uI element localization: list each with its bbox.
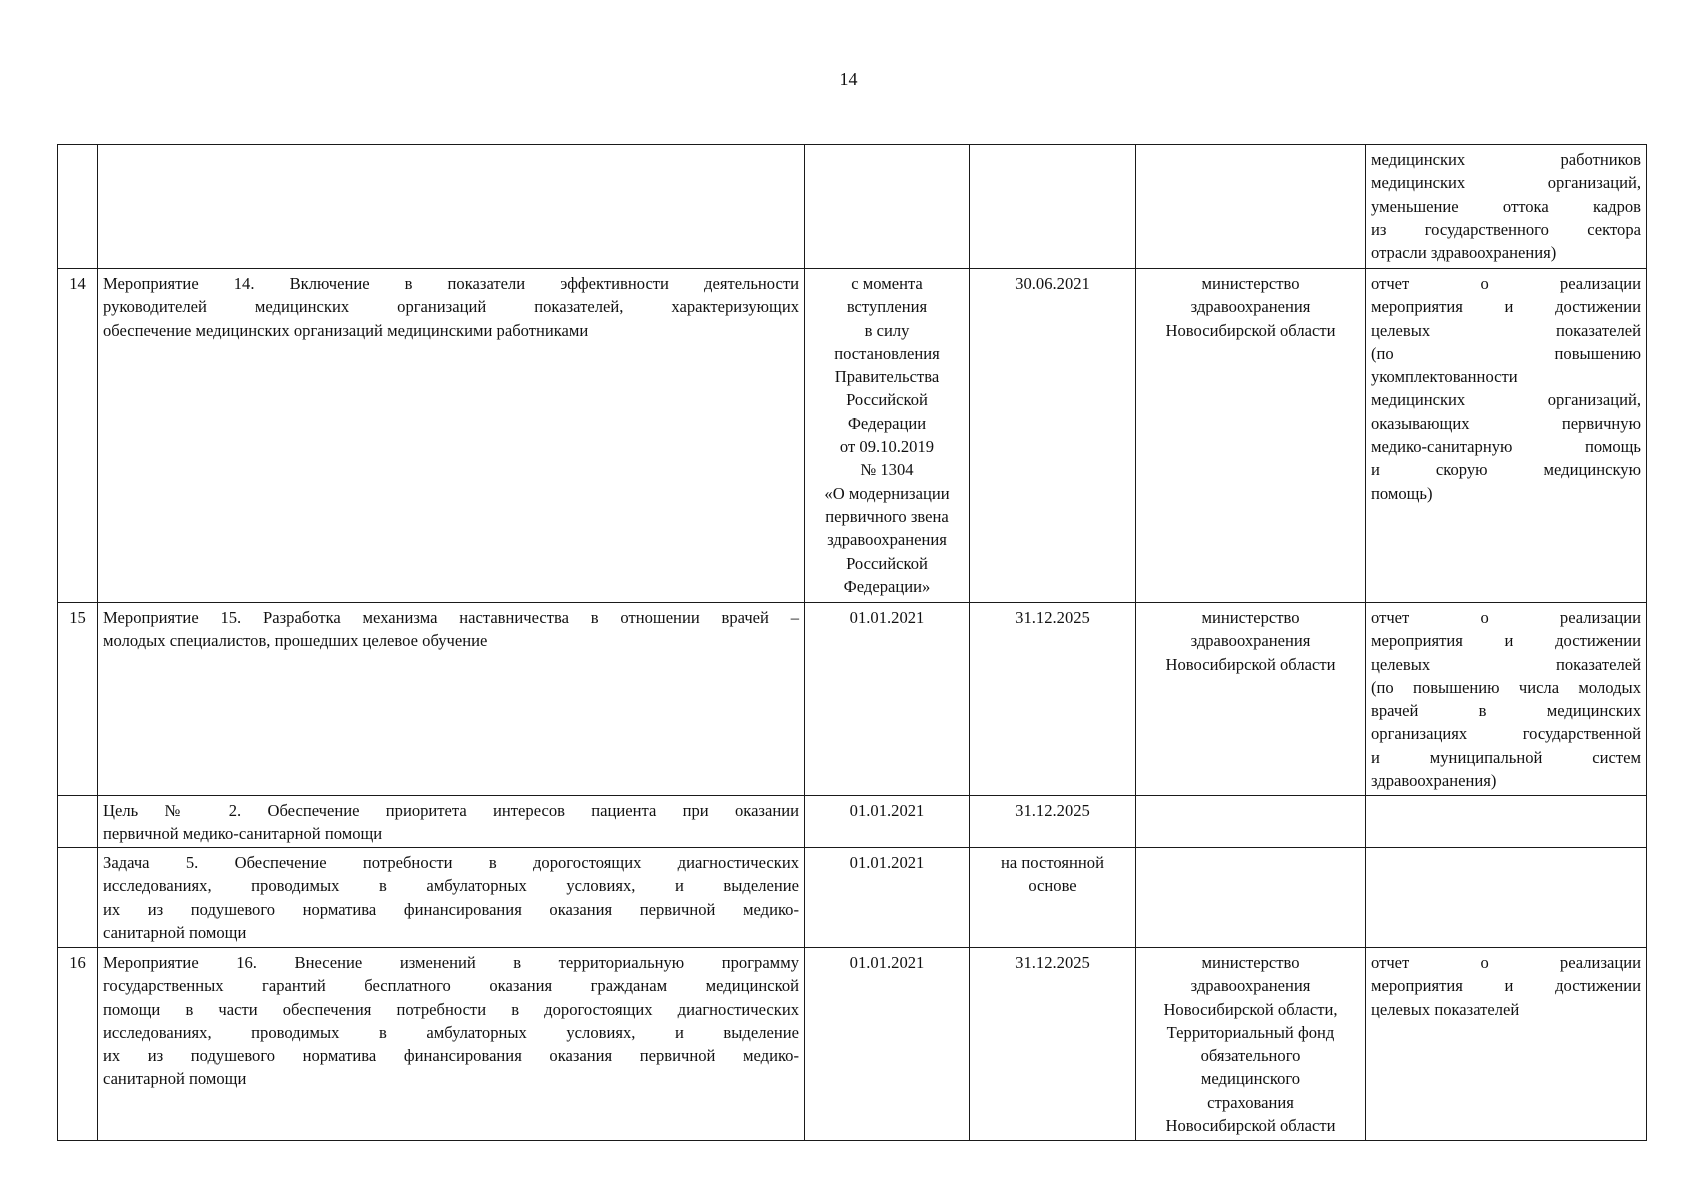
result-line: организациях государственной: [1371, 724, 1641, 744]
end-line: на постоянной: [1001, 853, 1104, 872]
table-row: [58, 948, 1647, 1141]
result-line: целевых показателей: [1371, 999, 1520, 1019]
result-line: (по повышению: [1371, 343, 1641, 363]
result-line: мероприятия и достижении: [1371, 297, 1641, 317]
result-line: оказывающих первичную: [1371, 413, 1641, 433]
end-line: основе: [1028, 876, 1077, 896]
end-line: 31.12.2025: [1015, 801, 1090, 820]
start-line: Российской: [846, 390, 928, 410]
start-line: вступления: [846, 297, 928, 317]
result-line: мероприятия и достижении: [1371, 631, 1641, 651]
executor-line: министерство: [1201, 274, 1300, 293]
result-line: мероприятия и достижении: [1371, 976, 1641, 996]
start-date-cell: [805, 269, 970, 603]
measure-name-cell: [98, 948, 805, 1141]
executor-cell: [1136, 796, 1366, 848]
start-date-cell: [805, 603, 970, 796]
end-date-cell: [970, 269, 1136, 603]
executor-line: Новосибирской области: [1165, 320, 1336, 340]
end-line: 30.06.2021: [1015, 274, 1090, 293]
name-line: санитарной помощи: [103, 1069, 247, 1089]
end-date-cell: [970, 145, 1136, 269]
name-line: Мероприятие 16. Внесение изменений в территориальную программу: [103, 953, 799, 972]
row-number-cell: [58, 848, 98, 948]
name-line: государственных гарантий бесплатного оказания гражданам медицинской: [103, 976, 799, 996]
row-number-cell: 14: [58, 269, 98, 603]
end-line: 31.12.2025: [1015, 953, 1090, 972]
executor-cell: [1136, 603, 1366, 796]
measure-name-cell: [98, 145, 805, 269]
end-line: 31.12.2025: [1015, 608, 1090, 627]
result-line: целевых показателей: [1371, 654, 1641, 674]
end-date-cell: [970, 948, 1136, 1141]
name-line: их из подушевого норматива финансирования оказания первичной медико-: [103, 1046, 799, 1066]
start-line: 01.01.2021: [849, 608, 925, 627]
result-line: и муниципальной систем: [1371, 747, 1641, 767]
start-line: первичного звена: [825, 506, 949, 526]
start-line: № 1304: [860, 460, 914, 480]
executor-line: Новосибирской области: [1165, 654, 1336, 674]
table-body: [58, 145, 1647, 1141]
table-row: [58, 145, 1647, 269]
name-line: Цель № 2. Обеспечение приоритета интересов пациента при оказании: [103, 801, 799, 820]
start-line: от 09.10.2019: [839, 437, 935, 457]
executor-line: здравоохранения: [1190, 631, 1311, 651]
row-number-cell: 15: [58, 603, 98, 796]
start-line: в силу: [864, 320, 910, 340]
end-date-cell: [970, 796, 1136, 848]
start-line: Правительства: [834, 367, 940, 387]
end-date-cell: [970, 603, 1136, 796]
name-line: Мероприятие 14. Включение в показатели эффективности деятельности: [103, 274, 799, 293]
executor-line: здравоохранения: [1190, 976, 1311, 996]
result-line: отчет о реализации: [1371, 953, 1641, 972]
start-line: 01.01.2021: [849, 801, 925, 820]
executor-line: медицинского: [1200, 1069, 1301, 1089]
name-line: их из подушевого норматива финансирования оказания первичной медико-: [103, 899, 799, 919]
measure-name-cell: [98, 796, 805, 848]
row-number-cell: 16: [58, 948, 98, 1141]
start-line: постановления: [834, 343, 940, 363]
end-date-cell: [970, 848, 1136, 948]
result-cell: [1366, 269, 1647, 603]
measure-name-cell: [98, 269, 805, 603]
start-date-cell: [805, 145, 970, 269]
executor-cell: [1136, 269, 1366, 603]
name-line: исследованиях, проводимых в амбулаторных условиях, и выделение: [103, 876, 799, 896]
measure-name-cell: [98, 603, 805, 796]
result-cell: [1366, 603, 1647, 796]
result-line: и скорую медицинскую: [1371, 460, 1641, 480]
result-line: здравоохранения): [1371, 771, 1497, 791]
table-row: [58, 848, 1647, 948]
name-line: руководителей медицинских организаций показателей, характеризующих: [103, 297, 799, 317]
start-date-cell: [805, 948, 970, 1141]
executor-line: страхования: [1207, 1092, 1294, 1112]
executor-line: Новосибирской области,: [1163, 999, 1338, 1019]
result-line: медицинских организаций,: [1371, 173, 1641, 193]
start-line: Федерации: [847, 413, 927, 433]
table-row: [58, 603, 1647, 796]
start-line: 01.01.2021: [849, 953, 925, 972]
result-line: медико-санитарную помощь: [1371, 437, 1641, 457]
executor-line: здравоохранения: [1190, 297, 1311, 317]
executor-cell: [1136, 145, 1366, 269]
start-line: с момента: [851, 274, 923, 293]
table-row: [58, 269, 1647, 603]
executor-line: министерство: [1201, 608, 1300, 627]
name-line: первичной медико-санитарной помощи: [103, 824, 383, 844]
start-line: «О модернизации: [824, 483, 950, 503]
result-line: уменьшение оттока кадров: [1371, 196, 1641, 216]
result-line: из государственного сектора: [1371, 219, 1641, 239]
executor-line: Территориальный фонд: [1166, 1022, 1335, 1042]
start-date-cell: [805, 796, 970, 848]
result-line: врачей в медицинских: [1371, 701, 1641, 721]
result-line: отрасли здравоохранения): [1371, 243, 1557, 263]
page-number: 14: [839, 69, 858, 89]
result-cell: [1366, 848, 1647, 948]
result-line: укомплектованности: [1371, 367, 1518, 387]
executor-cell: [1136, 948, 1366, 1141]
result-line: медицинских работников: [1371, 150, 1641, 169]
executor-cell: [1136, 848, 1366, 948]
name-line: Мероприятие 15. Разработка механизма наставничества в отношении врачей –: [103, 608, 799, 627]
result-line: помощь): [1371, 483, 1433, 503]
result-cell: [1366, 796, 1647, 848]
executor-line: министерство: [1201, 953, 1300, 972]
measure-name-cell: [98, 848, 805, 948]
result-line: (по повышению числа молодых: [1371, 677, 1641, 697]
result-line: целевых показателей: [1371, 320, 1641, 340]
name-line: помощи в части обеспечения потребности в дорогостоящих диагностических: [103, 999, 799, 1019]
row-number-cell: [58, 145, 98, 269]
result-cell: [1366, 948, 1647, 1141]
start-line: 01.01.2021: [849, 853, 925, 872]
result-line: отчет о реализации: [1371, 608, 1641, 627]
result-line: отчет о реализации: [1371, 274, 1641, 293]
executor-line: Новосибирской области: [1165, 1116, 1336, 1136]
start-line: здравоохранения: [827, 530, 947, 550]
result-line: медицинских организаций,: [1371, 390, 1641, 410]
executor-line: обязательного: [1200, 1046, 1301, 1066]
name-line: обеспечение медицинских организаций медицинскими работниками: [103, 320, 589, 340]
start-line: Российской: [846, 553, 928, 573]
measures-table: [57, 144, 1647, 1141]
table-row: [58, 796, 1647, 848]
name-line: санитарной помощи: [103, 922, 247, 942]
result-cell: [1366, 145, 1647, 269]
name-line: исследованиях, проводимых в амбулаторных условиях, и выделение: [103, 1022, 799, 1042]
start-line: Федерации»: [843, 576, 931, 596]
row-number-cell: [58, 796, 98, 848]
name-line: Задача 5. Обеспечение потребности в дорогостоящих диагностических: [103, 853, 799, 872]
name-line: молодых специалистов, прошедших целевое обучение: [103, 631, 488, 651]
start-date-cell: [805, 848, 970, 948]
